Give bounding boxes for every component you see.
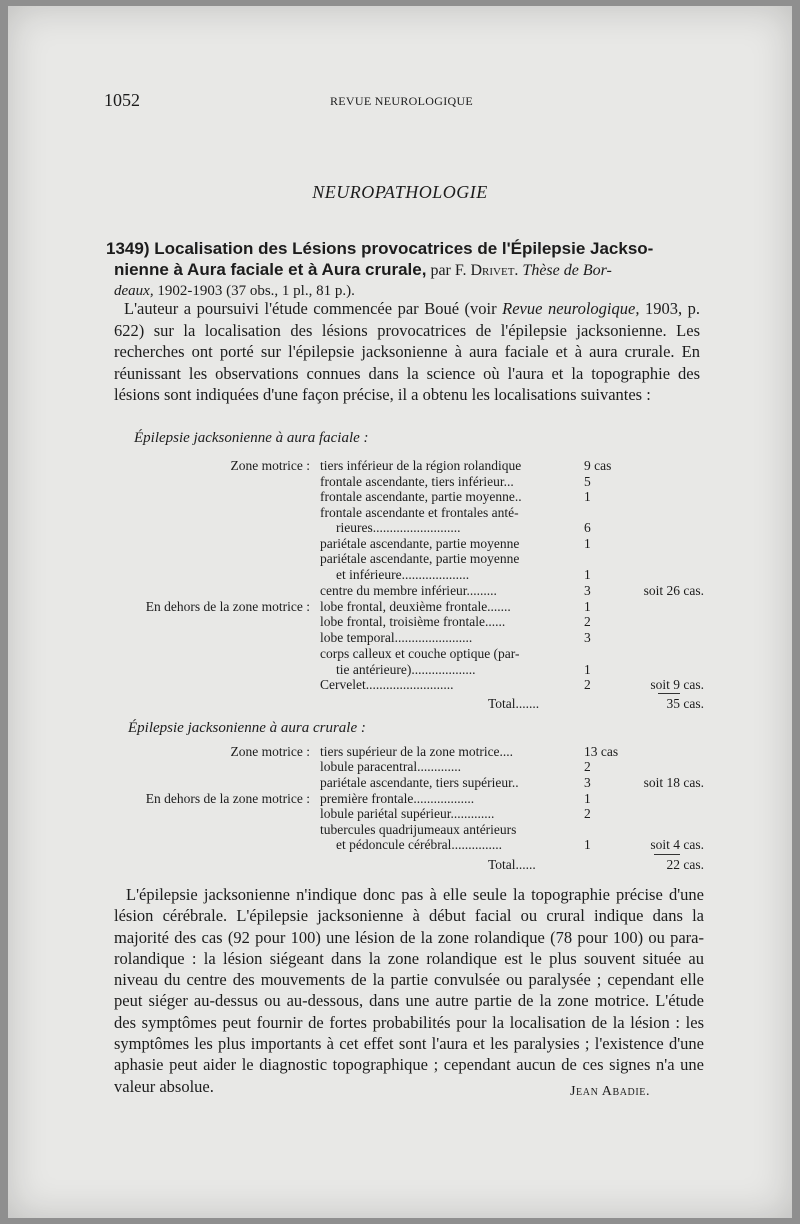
- facial-row-13: corps calleux et couche optique (par-: [320, 646, 520, 661]
- crural-total-label: Total......: [488, 857, 536, 872]
- crural-row-2: lobule paracentral.............: [320, 759, 461, 774]
- crural-subtotal-zone: soit 18 cas.: [643, 775, 704, 790]
- article-details: 1902-1903 (37 obs., 1 pl., 81 p.).: [157, 283, 355, 299]
- facial-val-2: 5: [584, 474, 591, 489]
- facial-val-15: 2: [584, 677, 591, 692]
- running-header: REVUE NEUROLOGIQUE: [330, 94, 474, 108]
- section-title: NEUROPATHOLOGIE: [312, 182, 488, 202]
- facial-subtotal-zone: soit 26 cas.: [643, 583, 704, 598]
- facial-row-4: frontale ascendante et frontales anté-: [320, 505, 519, 520]
- facial-zone-label: Zone motrice :: [230, 458, 310, 473]
- intro-citation: Revue neurologique,: [502, 299, 640, 318]
- facial-row-2: frontale ascendante, tiers inférieur...: [320, 474, 514, 489]
- crural-row-1: tiers supérieur de la zone motrice....: [320, 744, 514, 759]
- journal-page: [8, 6, 792, 1218]
- facial-val-5: 6: [584, 520, 591, 535]
- facial-total-rule: [658, 693, 680, 694]
- facial-val-10: 1: [584, 599, 591, 614]
- crural-row-3: pariétale ascendante, tiers supérieur..: [320, 775, 519, 790]
- crural-total-value: 22 cas.: [666, 857, 704, 872]
- facial-row-7: pariétale ascendante, partie moyenne: [320, 551, 520, 566]
- facial-heading: Épilepsie jacksonienne à aura faciale :: [134, 430, 369, 446]
- crural-val-5: 2: [584, 806, 591, 821]
- crural-total-rule: [654, 854, 680, 855]
- crural-val-2: 2: [584, 759, 591, 774]
- thesis-city: deaux,: [114, 283, 154, 299]
- author-name: Drivet.: [470, 262, 519, 279]
- intro-rest: 1903, p. 622) sur la localisation des lésions provocatrices de l'épilepsie jacksonienne. Les recherches ont porté sur l'épilepsie jacksonienne à aura faciale et à aura crurale. En réunissant les observations connues dans la science où l'aura et la topographie des lésions sont indiquées d'une façon précise, il a obtenu les localisations suivantes :: [114, 299, 701, 404]
- crural-row-6: tubercules quadrijumeaux antérieurs: [320, 822, 517, 837]
- thesis-label: Thèse de Bor-: [522, 262, 612, 279]
- by-label: par F.: [430, 262, 467, 279]
- crural-row-4: première frontale..................: [320, 791, 475, 806]
- title-text-2: nienne à Aura faciale et à Aura crurale,: [114, 260, 427, 279]
- page-number: 1052: [104, 90, 140, 110]
- facial-val-3: 1: [584, 489, 591, 504]
- crural-val-1: 13 cas: [584, 744, 619, 759]
- facial-row-1: tiers inférieur de la région rolandique: [320, 458, 522, 473]
- facial-val-1: 9 cas: [584, 458, 612, 473]
- facial-row-6: pariétale ascendante, partie moyenne: [320, 536, 520, 551]
- facial-val-6: 1: [584, 536, 591, 551]
- facial-row-3: frontale ascendante, partie moyenne..: [320, 489, 522, 504]
- crural-heading: Épilepsie jacksonienne à aura crurale :: [128, 720, 366, 736]
- intro-paragraph: [114, 298, 700, 406]
- facial-total-value: 35 cas.: [666, 696, 704, 711]
- facial-val-11: 2: [584, 614, 591, 629]
- crural-zone-label: Zone motrice :: [230, 744, 310, 759]
- title-line-2: [106, 259, 700, 281]
- facial-subtotal-outside: soit 9 cas.: [650, 677, 704, 692]
- conclusion-text: L'épilepsie jacksonienne n'indique donc pas à elle seule la topographie précise d'une lésion cérébrale. L'épilepsie jacksonienne à début facial ou crural indique dans la majorité des cas (92 pour 100) une lésion de la zone rolandique (78 pour 100) ou para-rolandique : la lésion siégeant dans la zone rolandique est le plus souvent située au niveau du centre des mouvements de la partie convulsée ou paralysée ; cependant elle peut siéger au-dessus ou au-dessous, dans une autre partie de la zone motrice. L'étude des symptômes peut fournir de fortes probabilités pour la localisation de la lésion : les symptômes les plus importants à cet effet sont l'aura et les paralysies ; l'existence d'une aphasie peut aider le diagnostic topographique ; cependant aucun de ces signes n'a une valeur absolue.: [114, 885, 704, 1096]
- crural-val-4: 1: [584, 791, 591, 806]
- conclusion-paragraph: [114, 884, 704, 1097]
- signature: Jean Abadie.: [570, 1084, 651, 1099]
- crural-val-7: 1: [584, 837, 591, 852]
- facial-val-12: 3: [584, 630, 591, 645]
- facial-row-12: lobe temporal.......................: [320, 630, 473, 645]
- facial-row-9: centre du membre inférieur.........: [320, 583, 497, 598]
- facial-row-5: rieures..........................: [336, 520, 461, 535]
- facial-val-9: 3: [584, 583, 591, 598]
- facial-val-14: 1: [584, 662, 591, 677]
- intro-lead: L'auteur a poursuivi l'étude commencée par Boué (voir: [124, 299, 497, 318]
- crural-val-3: 3: [584, 775, 591, 790]
- facial-outside-label: En dehors de la zone motrice :: [145, 599, 310, 614]
- title-line-1: [106, 238, 700, 259]
- crural-row-7: et pédoncule cérébral...............: [336, 837, 503, 852]
- article-number: 1349): [106, 239, 150, 258]
- facial-row-11: lobe frontal, troisième frontale......: [320, 614, 506, 629]
- crural-subtotal-outside: soit 4 cas.: [650, 837, 704, 852]
- facial-row-10: lobe frontal, deuxième frontale.......: [320, 599, 511, 614]
- facial-row-8: et inférieure....................: [336, 567, 470, 582]
- crural-outside-label: En dehors de la zone motrice :: [145, 791, 310, 806]
- facial-row-15: Cervelet..........................: [320, 677, 454, 692]
- facial-val-8: 1: [584, 567, 591, 582]
- facial-total-label: Total.......: [488, 696, 540, 711]
- title-text-1: Localisation des Lésions provocatrices de l'Épilepsie Jackso-: [154, 239, 654, 258]
- crural-row-5: lobule pariétal supérieur.............: [320, 806, 495, 821]
- facial-row-14: tie antérieure)...................: [336, 662, 476, 677]
- article-title: [106, 238, 700, 302]
